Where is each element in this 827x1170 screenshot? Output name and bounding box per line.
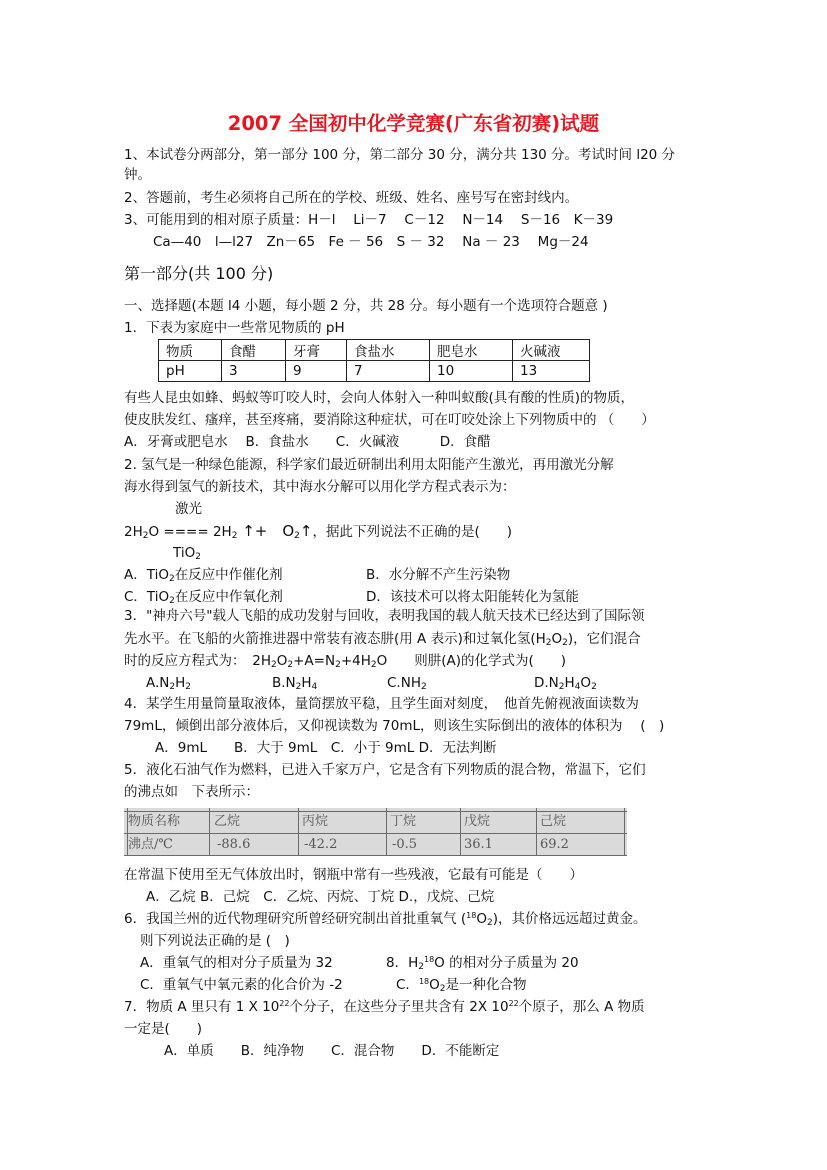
table-cell: pH [159, 361, 222, 382]
q3-option-c [387, 674, 427, 692]
q6-option-a: A．重氧气的相对分子质量为 32 [140, 955, 333, 971]
table-cell: 7 [347, 361, 430, 382]
table-cell: 丁烷 [390, 814, 417, 829]
q1-text-1: 有些人昆虫如蜂、蚂蚁等叮咬人时，会向人体射入一种叫蚁酸(具有酸的性质)的物质， [124, 390, 635, 406]
q6-text: )，其价格远远超过黄金。 [492, 911, 647, 927]
table-cell: 肥皂水 [430, 340, 513, 361]
q7-line-2: 一定是( ) [124, 1021, 203, 1037]
q3-sub: 2 [335, 660, 341, 670]
q2-condition-above: 激光 [175, 501, 202, 517]
opt-text: H [175, 675, 186, 691]
eq-sub: 2 [231, 531, 238, 541]
q7-sup: 22 [279, 999, 290, 1008]
opt-sub: 2 [439, 984, 446, 994]
eq-part: O ==== 2H [148, 524, 232, 540]
table-cell: -0.5 [392, 837, 418, 852]
q2-stem-2: 海水得到氢气的新技术，其中海水分解可以用化学方程式表示为： [124, 479, 516, 495]
q2-question: ，据此下列说法不正确的是( ) [312, 524, 512, 540]
opt-sub: 2 [418, 962, 424, 972]
q6-sup: 18 [466, 911, 477, 920]
q2-condition-below [173, 544, 201, 562]
opt-text: A．TiO [124, 567, 169, 583]
opt-text: 在反应中作氧化剂 [174, 589, 283, 605]
opt-text: C.NH [387, 675, 421, 691]
page-title: 2007 全国初中化学竞赛(广东省初赛)试题 [227, 112, 600, 135]
table-cell: 36.1 [464, 837, 493, 852]
opt-text: H [301, 675, 312, 691]
opt-text: 8．H [386, 955, 419, 971]
q3-sub: 2 [271, 660, 277, 670]
opt-text: H [564, 675, 575, 691]
q1-stem: 1．下表为家庭中一些常见物质的 pH [124, 320, 345, 336]
eq-sub: 2 [142, 531, 149, 541]
opt-sub: 2 [591, 682, 597, 692]
q4-line-1: 4．某学生用量筒量取液体，量筒摆放平稳，且学生面对刻度， 他首先俯视液面读数为 [124, 696, 639, 712]
q6-option-d [396, 976, 527, 994]
q3-text: )，它们混合 [567, 631, 641, 647]
table-cell: -88.6 [217, 837, 251, 852]
opt-text: C．TiO [124, 589, 170, 605]
eq-sub: 2 [294, 531, 300, 541]
q3-line-3 [124, 652, 566, 670]
q2-option-b: B．水分解不产生污染物 [366, 567, 511, 583]
opt-text: O [580, 675, 592, 691]
table-cell: 3 [222, 361, 286, 382]
note-3-cont: Ca—40 l—l27 Zn－65 Fe － 56 S － 32 Na － 23 Mg－24 [153, 234, 589, 250]
table-cell: 食醋 [222, 340, 286, 361]
q6-sub: 2 [486, 918, 493, 928]
opt-sub: 4 [574, 682, 581, 692]
q3-text: 时的反应方程式为： 2H [124, 653, 271, 669]
q3-option-d [534, 674, 597, 692]
opt-text: A.N [146, 675, 170, 691]
q4-options: A．9mL B．大于 9mL C．小于 9mL D．无法判断 [155, 740, 497, 756]
table-cell: 戊烷 [464, 814, 491, 829]
ph-table [158, 339, 590, 382]
opt-text: 是一种化合物 [445, 977, 527, 993]
table-cell: 己烷 [540, 814, 567, 829]
q3-sub: 2 [562, 638, 568, 648]
eq-part: 2H [124, 524, 143, 540]
table-cell: 物质名称 [128, 814, 181, 829]
opt-sub: 2 [169, 596, 175, 606]
note-1: 1、本试卷分两部分，第一部分 100 分，第二部分 30 分，满分共 130 分。考试时间 l20 分 [124, 147, 676, 163]
q2-option-d: D．该技术可以将太阳能转化为氢能 [366, 589, 579, 605]
opt-text: 在反应中作催化剂 [174, 567, 283, 583]
q3-text: O 则肼(A)的化学式为( ) [376, 653, 567, 669]
q7-sup: 22 [508, 999, 519, 1008]
q6-option-c: C．重氧气中氧元素的化合价为 -2 [140, 977, 343, 993]
q3-option-b [272, 674, 317, 692]
q7-options: A．单质 B．纯净物 C．混合物 D．不能断定 [164, 1043, 500, 1059]
table-cell: 食盐水 [347, 340, 430, 361]
q3-sub: 2 [370, 660, 377, 670]
eq-part: ↑ [299, 522, 313, 540]
q1-options: A．牙膏或肥皂水 B．食盐水 C．火碱液 D．食醋 [124, 434, 491, 450]
q7-line-1 [124, 998, 645, 1016]
eq-sub: 2 [195, 552, 201, 562]
opt-text: C． [396, 977, 419, 993]
q3-text: +A=N [293, 653, 336, 669]
table-cell: 牙膏 [286, 340, 347, 361]
q7-text: 个原子，那么 A 物质 [518, 999, 645, 1015]
note-3: 3、可能用到的相对原子质量：H－l Li－7 C－12 N－14 S－16 K－39 [124, 212, 614, 228]
table-row [159, 340, 590, 361]
table-cell: 乙烷 [214, 814, 241, 829]
q2-stem-1: 2. 氢气是一种绿色能源，科学家们最近研制出利用太阳能产生激光，再用激光分解 [124, 457, 614, 473]
q3-line-2 [124, 630, 641, 648]
q3-text: +4H [340, 653, 371, 669]
q3-option-a [146, 674, 191, 692]
q4-line-2: 79mL，倾倒出部分液体后，又仰视读数为 70mL，则该生实际倒出的液体的体积为 ( ) [124, 718, 665, 734]
table-cell: 13 [513, 361, 590, 382]
q6-text: 6．我国兰州的近代物理研究所曾经研究制出首批重氧气 ( [124, 911, 467, 927]
opt-text: O [429, 977, 440, 993]
q5-line-3: 在常温下使用至无气体放出时，钢瓶中常有一些残液，它最有可能是（ ） [124, 867, 583, 883]
eq-part: TiO [173, 545, 196, 561]
q6-text: O [476, 911, 487, 927]
q3-sub: 2 [287, 660, 294, 670]
opt-text: D.N [534, 675, 559, 691]
table-cell: 9 [286, 361, 347, 382]
opt-sub: 2 [295, 682, 302, 692]
table-cell: 火碱液 [513, 340, 590, 361]
table-cell: 沸点/℃ [128, 837, 173, 852]
table-cell: 丙烷 [302, 814, 329, 829]
q6-line-2: 则下列说法正确的是 ( ) [140, 933, 290, 949]
eq-part: ↑+ O [237, 522, 295, 540]
q2-option-a [124, 566, 283, 584]
section-heading: 一、选择题(本题 l4 小题，每小题 2 分，共 28 分。每小题有一个选项符合题意 ) [124, 298, 608, 314]
q7-text: 7．物质 A 里只有 1 X 10 [124, 999, 280, 1015]
q6-option-b [386, 954, 579, 972]
q2-equation [124, 522, 512, 541]
q3-text: O [551, 631, 563, 647]
table-row [159, 361, 590, 382]
q7-text: 个分子，在这些分子里共含有 2X 10 [289, 999, 509, 1015]
q5-options: A．乙烷 B．己烷 C．乙烷、丙烷、丁烷 D.，戊烷、己烷 [146, 889, 495, 905]
q6-line-1 [124, 910, 647, 928]
q5-line-2: 的沸点如 下表所示： [124, 784, 259, 800]
opt-text: B.N [272, 675, 296, 691]
q5-line-1: 5．液化石油气作为燃料，已进入千家万户，它是含有下列物质的混合物，常温下，它们 [124, 762, 646, 778]
q3-text: O [276, 653, 288, 669]
table-cell: 物质 [159, 340, 222, 361]
opt-sub: 2 [185, 682, 192, 692]
q3-sub: 2 [545, 638, 552, 648]
boiling-point-table-image [124, 808, 627, 856]
opt-sub: 2 [168, 574, 175, 584]
q2-option-c [124, 588, 283, 606]
opt-sup: 18 [423, 955, 435, 964]
part-heading: 第一部分(共 100 分) [124, 264, 274, 283]
table-cell: 69.2 [540, 837, 569, 852]
note-1-cont: 钟。 [124, 167, 151, 183]
opt-sub: 2 [420, 682, 427, 692]
opt-sub: 4 [311, 682, 318, 692]
q3-line-1: 3．"神舟六号"载人飞船的成功发射与回收，表明我国的载人航天技术已经达到了国际领 [124, 608, 645, 624]
note-2: 2、答题前，考生必须将自己所在的学校、班级、姓名、座号写在密封线内。 [124, 190, 579, 206]
opt-sup: 18 [418, 977, 430, 986]
table-cell: 10 [430, 361, 513, 382]
opt-sub: 2 [558, 682, 565, 692]
table-cell: -42.2 [304, 837, 338, 852]
q1-text-2: 使皮肤发红、瘙痒，甚至疼痛，要消除这种症状，可在叮咬处涂上下列物质中的 （ ） [124, 412, 655, 428]
q3-text: 先水平。在飞船的火箭推进器中常装有液态肼(用 A 表示)和过氧化氢(H [124, 631, 546, 647]
opt-text: O 的相对分子质量为 20 [434, 955, 579, 971]
opt-sub: 2 [169, 682, 176, 692]
